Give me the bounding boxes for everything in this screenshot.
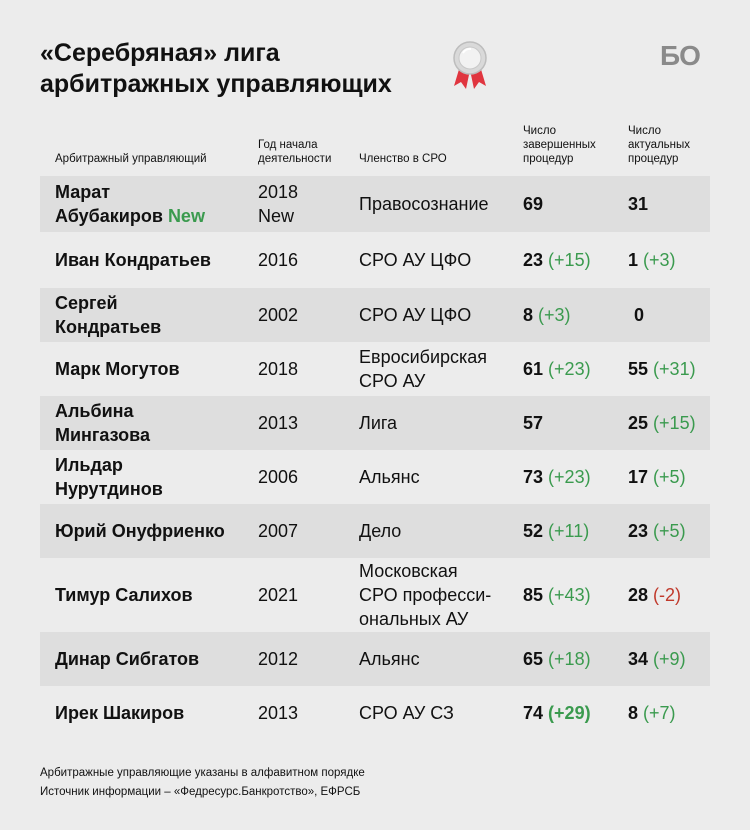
start-year: 2013 xyxy=(258,703,299,723)
completed-count: 85 (+43) xyxy=(523,585,591,605)
footer-notes xyxy=(40,764,365,802)
sro-membership: Дело xyxy=(359,521,402,541)
start-year: 2002 xyxy=(258,305,299,325)
completed-count: 73 (+23) xyxy=(523,467,591,487)
start-year: 2012 xyxy=(258,649,299,669)
sro-membership: Лига xyxy=(359,413,398,433)
sro-membership: СРО АУ ЦФО xyxy=(359,250,472,270)
manager-name: Юрий Онуфриенко xyxy=(55,521,225,541)
start-year: 2006 xyxy=(258,467,299,487)
start-year: 2021 xyxy=(258,585,299,605)
manager-name: Сергей Кондратьев xyxy=(55,293,162,337)
manager-name: Альбина Мингазова xyxy=(55,401,150,445)
completed-count: 57 xyxy=(523,413,544,433)
table-row xyxy=(40,176,710,232)
active-count: 23 (+5) xyxy=(628,521,686,541)
manager-name: Ирек Шакиров xyxy=(55,703,185,723)
completed-count: 69 xyxy=(523,194,544,214)
sro-membership: СРО АУ ЦФО xyxy=(359,305,472,325)
active-count: 17 (+5) xyxy=(628,467,686,487)
manager-name: Иван Кондратьев xyxy=(55,250,211,270)
completed-count: 8 (+3) xyxy=(523,305,571,325)
completed-count: 52 (+11) xyxy=(523,521,590,541)
completed-count: 65 (+18) xyxy=(523,649,591,669)
footer-note-order: Арбитражные управляющие указаны в алфавитном порядке xyxy=(40,767,365,779)
new-badge: New xyxy=(167,206,205,226)
table-row xyxy=(40,232,710,288)
table-row xyxy=(40,342,710,396)
start-year: 2013 xyxy=(258,413,299,433)
footer-note-source: Источник информации – «Федресурс.Банкротство», ЕФРСБ xyxy=(40,786,361,798)
table-row xyxy=(40,288,710,342)
bo-logo: БО xyxy=(660,40,700,71)
manager-name: Тимур Салихов xyxy=(55,585,193,605)
page-title xyxy=(40,38,392,100)
sro-membership: Евросибирская СРО АУ xyxy=(359,347,488,391)
sro-membership: Альянс xyxy=(359,467,420,487)
manager-name: Марк Могутов xyxy=(55,359,180,379)
title-line-2: арбитражных управляющих xyxy=(40,70,392,98)
table-body xyxy=(40,176,710,740)
start-year: 2018 xyxy=(258,359,299,379)
table-row xyxy=(40,504,710,558)
table-row xyxy=(40,632,710,686)
active-count: 55 (+31) xyxy=(628,359,696,379)
table-row xyxy=(40,686,710,740)
active-count: 0 xyxy=(634,305,645,325)
active-count: 8 (+7) xyxy=(628,703,676,723)
sro-membership: Правосознание xyxy=(359,194,489,214)
sro-membership: Альянс xyxy=(359,649,420,669)
active-count: 28 (-2) xyxy=(628,585,682,605)
silver-medal-icon xyxy=(446,40,494,90)
title-line-1: «Серебряная» лига xyxy=(40,39,280,67)
sro-membership: СРО АУ СЗ xyxy=(359,703,454,723)
manager-name: Динар Сибгатов xyxy=(55,649,200,669)
start-year: 2016 xyxy=(258,250,299,270)
header-year: Год начала деятельности xyxy=(258,139,332,165)
header-done: Число завершенных процедур xyxy=(523,125,596,165)
manager-name: Марат Абубакиров New xyxy=(55,182,205,226)
header-name: Арбитражный управляющий xyxy=(55,153,207,165)
start-year: 2018 New xyxy=(258,182,299,226)
header-sro: Членство в СРО xyxy=(359,153,447,165)
completed-count: 23 (+15) xyxy=(523,250,591,270)
sro-membership: Московская СРО професси- ональных АУ xyxy=(359,561,492,629)
table-row xyxy=(40,396,710,450)
active-count: 25 (+15) xyxy=(628,413,696,433)
table-row xyxy=(40,558,710,632)
active-count: 1 (+3) xyxy=(628,250,676,270)
start-year: 2007 xyxy=(258,521,299,541)
table-row xyxy=(40,450,710,504)
manager-name: Ильдар Нурутдинов xyxy=(55,455,163,499)
completed-count: 61 (+23) xyxy=(523,359,591,379)
table-header xyxy=(40,118,710,174)
active-count: 34 (+9) xyxy=(628,649,686,669)
completed-count: 74 (+29) xyxy=(523,703,591,723)
header-active: Число актуальных процедур xyxy=(628,125,691,165)
active-count: 31 xyxy=(628,194,649,214)
